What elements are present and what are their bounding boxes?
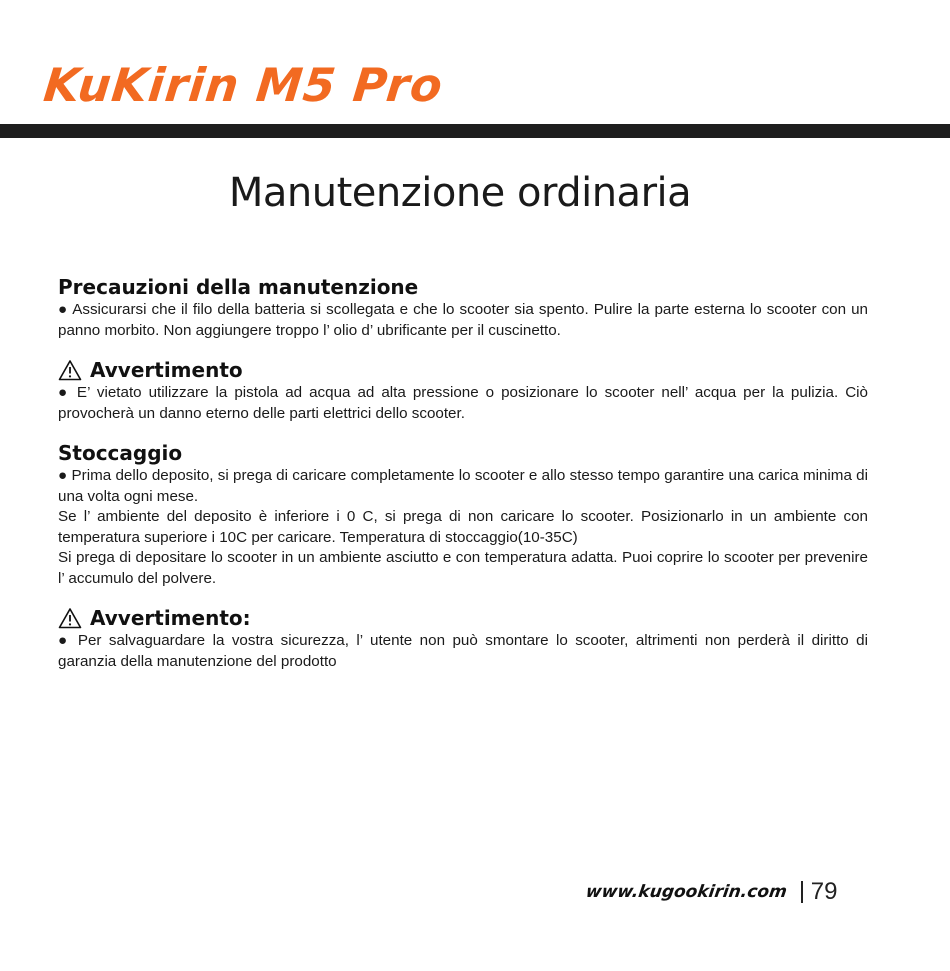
brand-logo: KuKirin M5 Pro — [41, 58, 446, 112]
paragraph: Si prega di depositare lo scooter in un ambiente asciutto e con temperatura adatta. Puoi coprire lo scooter per prevenire l’ accumulo del polvere. — [58, 549, 868, 587]
section-heading-text: Precauzioni della manutenzione — [58, 275, 419, 299]
content — [58, 274, 868, 672]
warning-triangle-icon — [58, 607, 82, 629]
footer-divider — [801, 881, 803, 903]
paragraph: ● Per salvaguardare la vostra sicurezza, l’ utente non può smontare lo scooter, altrimenti non perderà il diritto di garanzia della manutenzione del prodotto — [58, 632, 868, 670]
section-heading-text: Avvertimento — [90, 358, 243, 382]
website-url: www.kugookirin.com — [584, 882, 789, 902]
paragraph: ● Prima dello deposito, si prega di caricare completamente lo scooter e allo stesso tempo garantire una carica minima di una volta ogni mese. — [58, 467, 868, 505]
page-title: Manutenzione ordinaria — [228, 170, 692, 216]
section-heading-text: Stoccaggio — [58, 441, 183, 465]
paragraph: ● Assicurarsi che il filo della batteria si scollegata e che lo scooter sia spento. Pulire la parte esterna lo scooter con un panno morbito. Non aggiungere troppo l’ olio d’ ubrificante per il cuscinetto. — [58, 301, 868, 339]
section-heading-text: Avvertimento: — [90, 606, 251, 630]
section-warning-1 — [58, 357, 868, 424]
section-heading — [58, 605, 868, 631]
section-storage — [58, 440, 868, 589]
section-heading — [58, 357, 868, 383]
footer — [586, 878, 838, 906]
warning-triangle-icon — [58, 359, 82, 381]
paragraph: Se l’ ambiente del deposito è inferiore i 0 C, si prega di non caricare lo scooter. Posizionarlo in un ambiente con temperatura superiore i 10C per caricare. Temperatura di stoccaggio(10-35C) — [58, 508, 868, 546]
section-maintenance-precautions — [58, 274, 868, 341]
section-warning-2 — [58, 605, 868, 672]
header-bar — [0, 124, 950, 138]
page-number: 79 — [810, 878, 838, 905]
paragraph: ● E’ vietato utilizzare la pistola ad acqua ad alta pressione o posizionare lo scooter nell’ acqua per la pulizia. Ciò provocherà un danno eterno delle parti elettrici dello scooter. — [58, 384, 868, 422]
section-heading — [58, 440, 868, 466]
section-heading — [58, 274, 868, 300]
